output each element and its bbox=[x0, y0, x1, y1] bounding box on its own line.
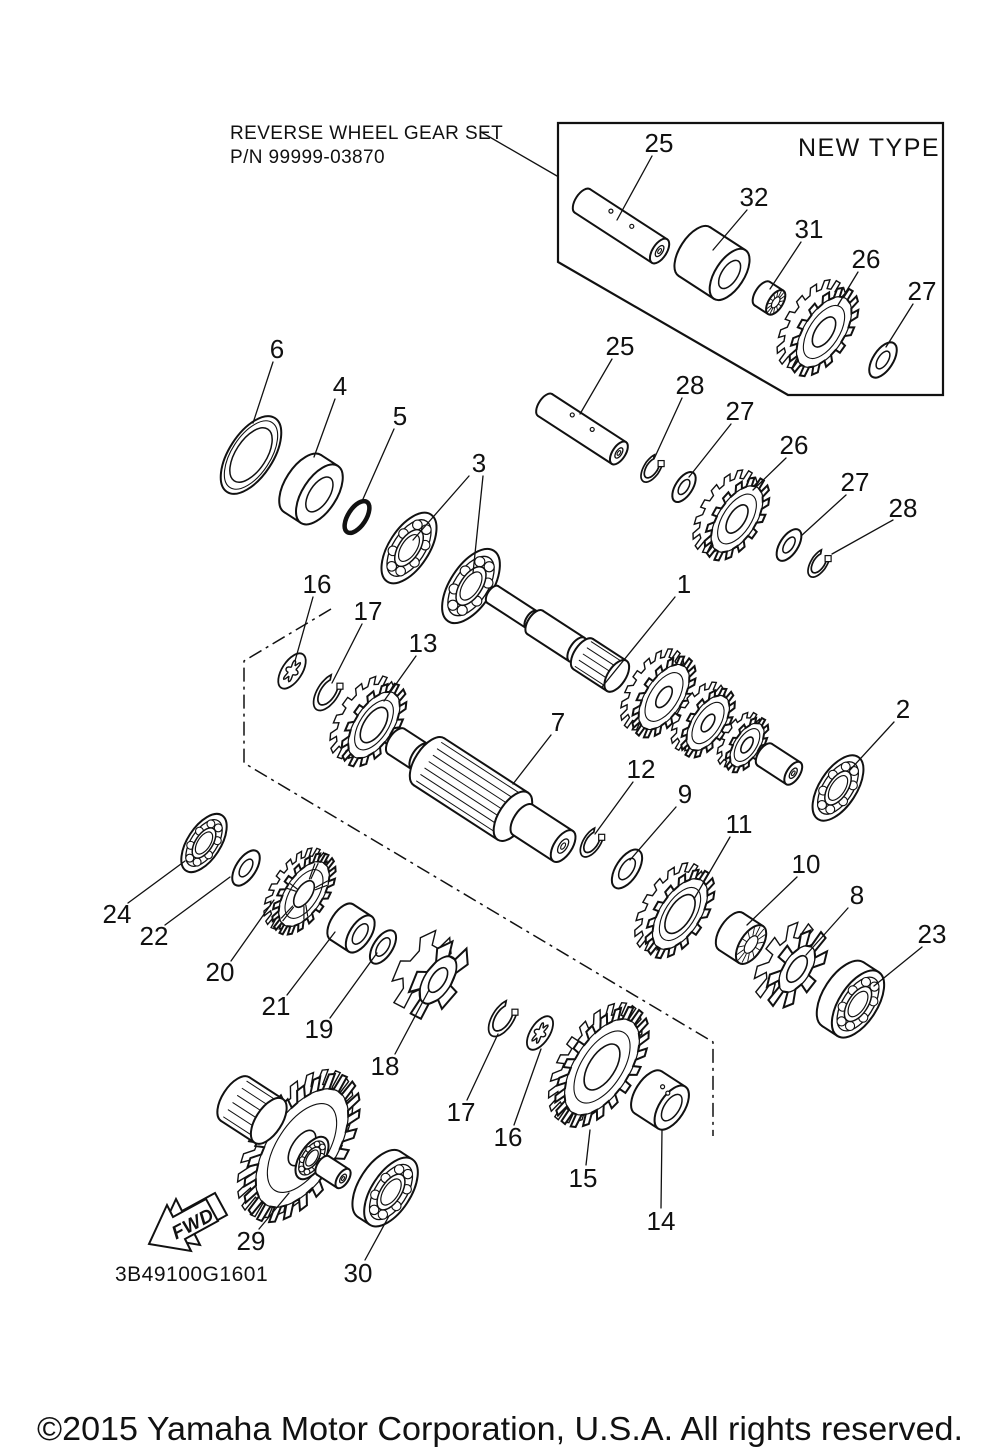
callout-2-19: 2 bbox=[895, 694, 911, 724]
callout-25-9: 25 bbox=[605, 331, 635, 361]
callout-18-32: 18 bbox=[370, 1051, 400, 1081]
callout-19-31: 19 bbox=[304, 1014, 334, 1044]
callout-32-1: 32 bbox=[739, 182, 769, 212]
callout-21-30: 21 bbox=[261, 991, 291, 1021]
diagram-title: REVERSE WHEEL GEAR SET bbox=[230, 123, 504, 144]
callout-7-20: 7 bbox=[550, 707, 566, 737]
callout-16-34: 16 bbox=[493, 1122, 523, 1152]
callout-27-13: 27 bbox=[840, 467, 870, 497]
callout-29-37: 29 bbox=[236, 1226, 266, 1256]
diagram-part-number: P/N 99999-03870 bbox=[230, 147, 385, 168]
callout-9-22: 9 bbox=[677, 779, 693, 809]
callout-12-21: 12 bbox=[626, 754, 656, 784]
diagram-code: 3B49100G1601 bbox=[115, 1263, 269, 1286]
callout-3-8: 3 bbox=[471, 448, 487, 478]
callout-25-0: 25 bbox=[644, 128, 674, 158]
new-type-label: NEW TYPE bbox=[797, 134, 941, 162]
copyright-text: ©2015 Yamaha Motor Corporation, U.S.A. All rights reserved. bbox=[37, 1410, 964, 1447]
fwd-arrow-label: FWD bbox=[168, 1204, 218, 1245]
callout-17-16: 17 bbox=[353, 596, 383, 626]
callout-23-26: 23 bbox=[917, 919, 947, 949]
callout-27-4: 27 bbox=[907, 276, 937, 306]
callout-11-23: 11 bbox=[725, 809, 753, 839]
callout-1-18: 1 bbox=[676, 569, 692, 599]
callout-14-36: 14 bbox=[646, 1206, 676, 1236]
callout-20-29: 20 bbox=[205, 957, 235, 987]
callout-24-27: 24 bbox=[102, 899, 132, 929]
callout-8-25: 8 bbox=[849, 880, 865, 910]
callout-27-11: 27 bbox=[725, 396, 755, 426]
callout-28-14: 28 bbox=[888, 493, 918, 523]
callout-5-7: 5 bbox=[392, 401, 408, 431]
callout-15-35: 15 bbox=[568, 1163, 598, 1193]
callout-26-12: 26 bbox=[779, 430, 809, 460]
callout-28-10: 28 bbox=[675, 370, 705, 400]
callout-26-3: 26 bbox=[851, 244, 881, 274]
callout-10-24: 10 bbox=[791, 849, 821, 879]
callout-4-6: 4 bbox=[332, 371, 348, 401]
callout-22-28: 22 bbox=[139, 921, 169, 951]
callout-31-2: 31 bbox=[794, 214, 824, 244]
callout-17-33: 17 bbox=[446, 1097, 476, 1127]
callout-13-17: 13 bbox=[408, 628, 438, 658]
callout-6-5: 6 bbox=[269, 334, 285, 364]
callout-30-38: 30 bbox=[343, 1258, 373, 1288]
callout-16-15: 16 bbox=[302, 569, 332, 599]
